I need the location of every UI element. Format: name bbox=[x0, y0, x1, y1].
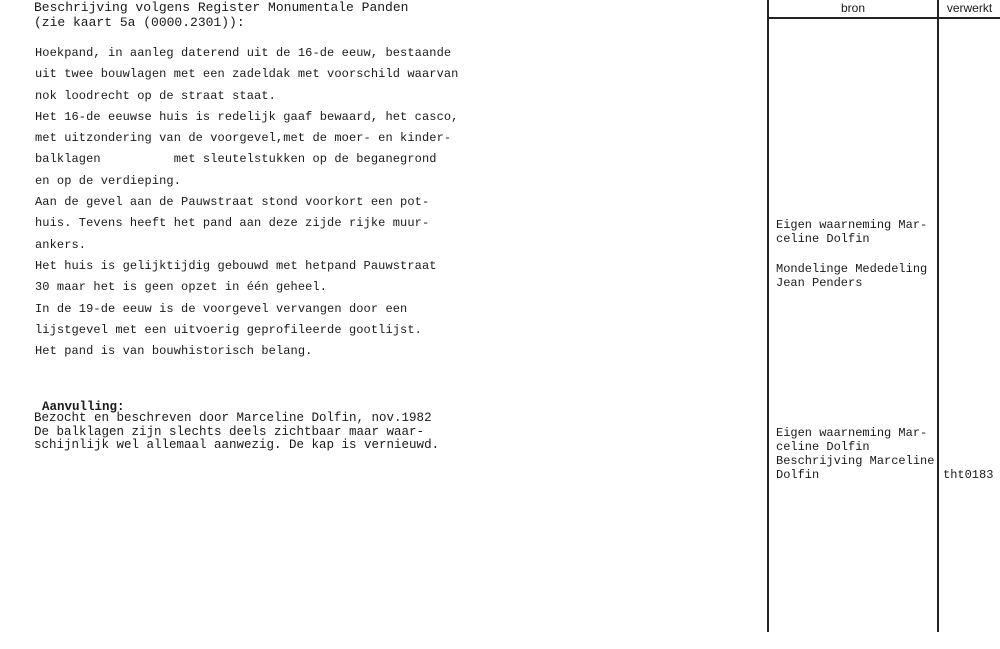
description-line: huis. Tevens heeft het pand aan deze zijde rijke muur- bbox=[35, 216, 430, 231]
header-map-reference: (zie kaart 5a (0000.2301)): bbox=[34, 15, 245, 30]
header-title: Beschrijving volgens Register Monumentale Panden bbox=[34, 0, 409, 15]
description-line: en op de verdieping. bbox=[35, 173, 182, 188]
aanvulling-line: De balklagen zijn slechts deels zichtbaar maar waar- bbox=[34, 424, 425, 439]
description-line: nok loodrecht op de straat staat. bbox=[35, 88, 276, 103]
description-line: Het pand is van bouwhistorisch belang. bbox=[35, 344, 313, 359]
description-line: Het 16-de eeuwse huis is redelijk gaaf bewaard, het casco, bbox=[35, 109, 459, 124]
document-header bbox=[34, 0, 408, 30]
source-line: Mondelinge Mededeling bbox=[776, 262, 928, 276]
column-header-verwerkt: verwerkt bbox=[946, 1, 993, 15]
aanvulling-body bbox=[34, 412, 439, 453]
description-line: Het huis is gelijktijdig gebouwd met hetpand Pauwstraat bbox=[35, 258, 437, 273]
table-header-rule bbox=[768, 17, 1000, 19]
source-line: Eigen waarneming Mar- bbox=[776, 426, 928, 440]
description-block bbox=[35, 43, 475, 362]
source-line: celine Dolfin bbox=[776, 440, 870, 454]
description-line: met uitzondering van de voorgevel,met de moer- en kinder- bbox=[35, 131, 452, 146]
description-line: ankers. bbox=[35, 237, 87, 252]
aanvulling-heading: Aanvulling: bbox=[42, 400, 125, 414]
description-line: Aan de gevel aan de Pauwstraat stond voorkort een pot- bbox=[35, 195, 430, 210]
source-line: Jean Penders bbox=[776, 276, 863, 290]
source-line: Eigen waarneming Mar- bbox=[776, 218, 928, 232]
description-line: balklagen met sleutelstukken op de beganegrond bbox=[35, 152, 437, 167]
aanvulling-line: Bezocht en beschreven door Marceline Dolfin, nov.1982 bbox=[34, 411, 432, 425]
description-line: uit twee bouwlagen met een zadeldak met voorschild waarvan bbox=[35, 67, 459, 82]
source-entry bbox=[776, 426, 936, 482]
source-entry bbox=[776, 262, 936, 290]
verwerkt-code: tht0183 bbox=[943, 468, 994, 482]
description-line: Hoekpand, in aanleg daterend uit de 16-de eeuw, bestaande bbox=[35, 46, 452, 60]
source-line: Dolfin bbox=[776, 468, 820, 482]
table-column-divider bbox=[937, 0, 939, 632]
table-left-border bbox=[767, 0, 769, 632]
description-line: In de 19-de eeuw is de voorgevel vervangen door een bbox=[35, 301, 408, 316]
source-entry bbox=[776, 218, 936, 246]
description-line: 30 maar het is geen opzet in één geheel. bbox=[35, 280, 328, 295]
description-line: lijstgevel met een uitvoerig geprofileerde gootlijst. bbox=[35, 322, 422, 337]
column-header-bron: bron bbox=[840, 1, 866, 15]
aanvulling-line: schijnlijk wel allemaal aanwezig. De kap is vernieuwd. bbox=[34, 438, 440, 452]
source-line: celine Dolfin bbox=[776, 232, 870, 246]
source-line: Beschrijving Marceline bbox=[776, 454, 935, 468]
